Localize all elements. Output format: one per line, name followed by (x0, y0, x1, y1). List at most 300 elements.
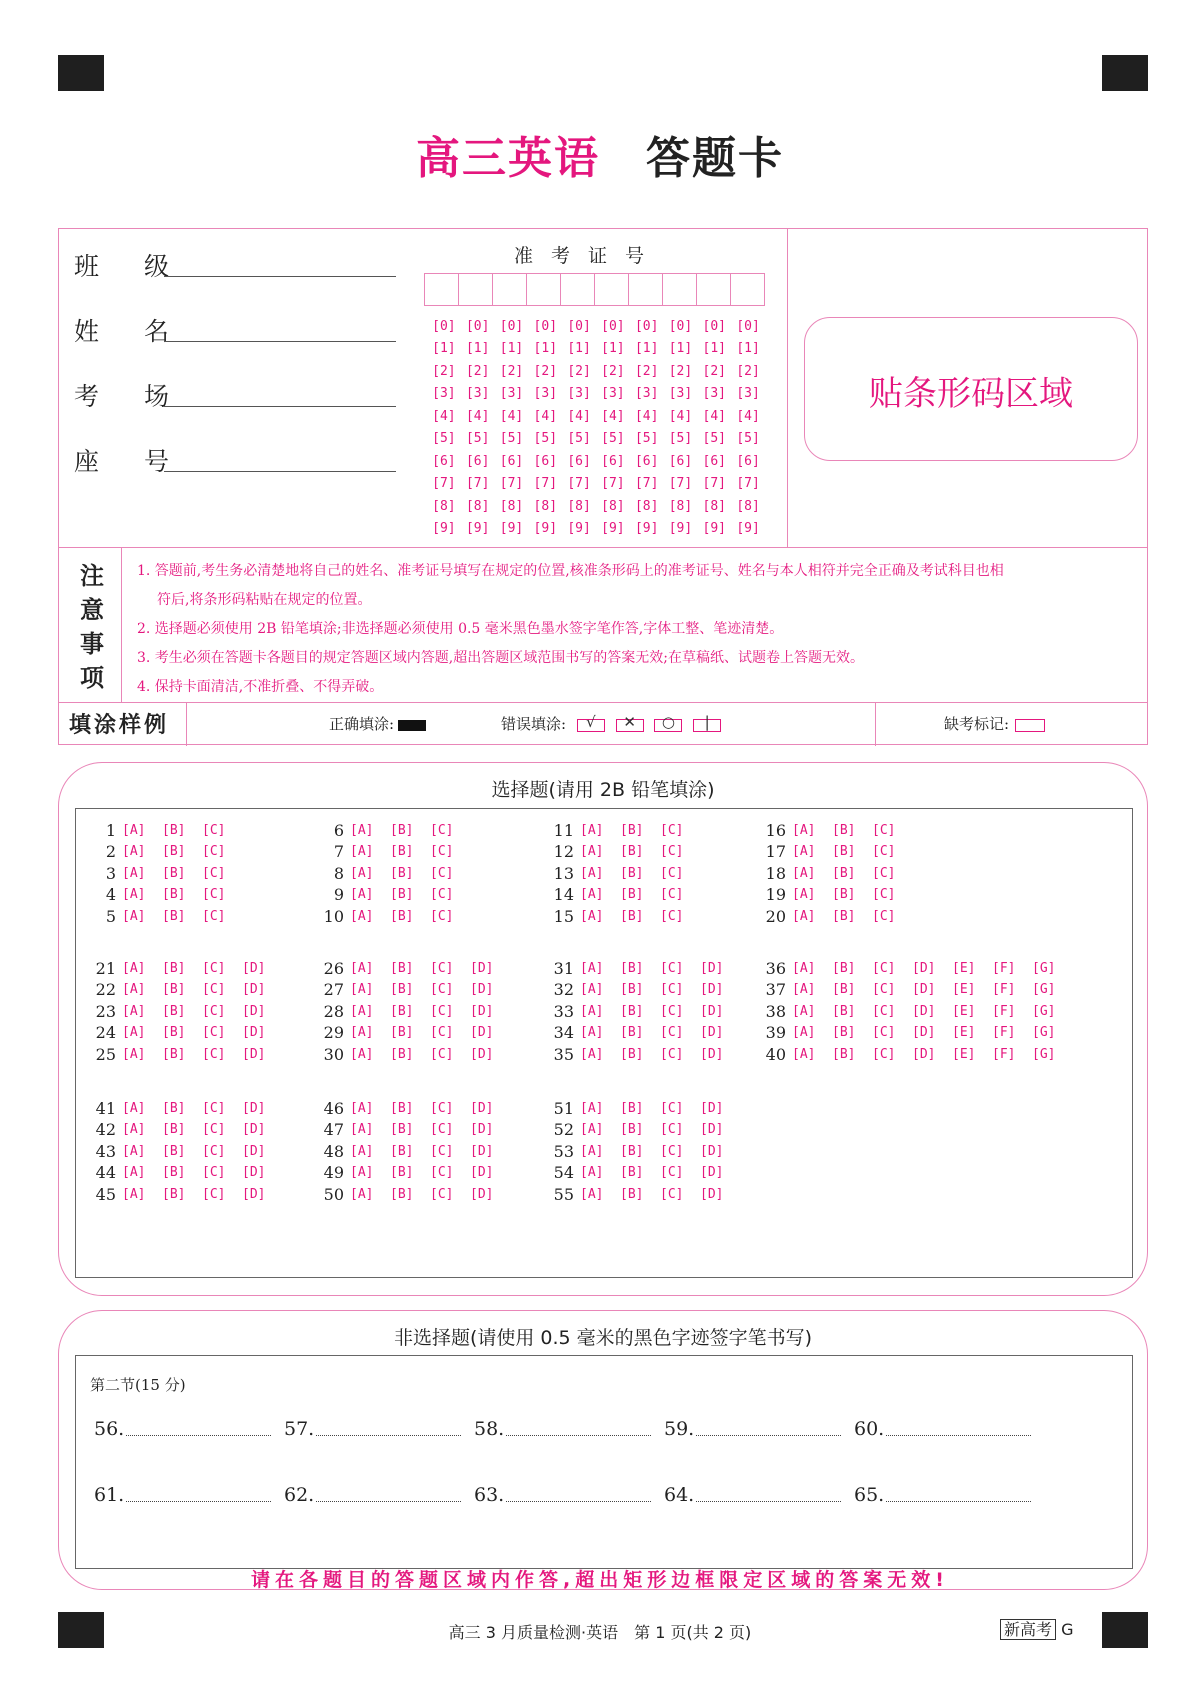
answer-bubble[interactable]: [C] (202, 1046, 226, 1062)
answer-bubble[interactable]: [C] (430, 1186, 454, 1202)
answer-bubble[interactable]: [D] (470, 1046, 494, 1062)
digit-bubble[interactable]: [8] (432, 498, 456, 514)
answer-bubble[interactable]: [A] (350, 982, 374, 997)
answer-bubble[interactable]: [D] (242, 1143, 266, 1159)
digit-bubble[interactable]: [3] (567, 386, 591, 402)
answer-bubble[interactable]: [B] (832, 908, 856, 924)
digit-bubble[interactable]: [4] (499, 408, 524, 424)
answer-bubble[interactable]: [B] (390, 1122, 414, 1137)
answer-bubble[interactable]: [B] (390, 1165, 414, 1180)
answer-bubble[interactable]: [C] (202, 1003, 226, 1019)
answer-bubble[interactable]: [C] (202, 887, 226, 902)
digit-bubble[interactable]: [9] (634, 521, 659, 537)
digit-bubble[interactable]: [8] (736, 498, 760, 514)
digit-bubble[interactable]: [7] (432, 476, 456, 492)
digit-bubble[interactable]: [2] (432, 363, 456, 379)
answer-bubble[interactable]: [C] (660, 865, 684, 881)
blank-line[interactable] (126, 1434, 271, 1436)
digit-bubble[interactable]: [1] (533, 341, 558, 357)
answer-bubble[interactable]: [G] (1032, 960, 1056, 976)
digit-bubble[interactable]: [5] (465, 431, 490, 447)
exam-number-box[interactable] (696, 273, 731, 306)
answer-bubble[interactable]: [A] (580, 908, 604, 924)
answer-bubble[interactable]: [A] (792, 960, 816, 976)
answer-bubble[interactable]: [E] (952, 1025, 976, 1040)
blank-line[interactable] (506, 1500, 651, 1502)
answer-bubble[interactable]: [D] (912, 982, 936, 997)
digit-bubble[interactable]: [0] (702, 318, 727, 334)
answer-bubble[interactable]: [A] (580, 1165, 604, 1180)
answer-bubble[interactable]: [G] (1032, 1003, 1056, 1019)
digit-bubble[interactable]: [6] (499, 453, 524, 469)
room-field[interactable] (74, 377, 179, 413)
digit-bubble[interactable]: [8] (465, 498, 490, 514)
answer-bubble[interactable]: [A] (580, 1143, 604, 1159)
digit-bubble[interactable]: [0] (634, 318, 659, 334)
digit-bubble[interactable]: [1] (668, 341, 693, 357)
answer-bubble[interactable]: [C] (660, 1143, 684, 1159)
answer-bubble[interactable]: [A] (580, 887, 604, 902)
answer-bubble[interactable]: [B] (390, 1186, 414, 1202)
digit-bubble[interactable]: [3] (634, 386, 659, 402)
answer-bubble[interactable]: [B] (620, 982, 644, 997)
answer-bubble[interactable]: [B] (390, 887, 414, 902)
digit-bubble[interactable]: [5] (702, 431, 727, 447)
digit-bubble[interactable]: [2] (533, 363, 558, 379)
answer-bubble[interactable]: [B] (162, 1186, 186, 1202)
answer-bubble[interactable]: [A] (122, 844, 146, 859)
answer-bubble[interactable]: [C] (660, 1186, 684, 1202)
answer-bubble[interactable]: [D] (242, 1165, 266, 1180)
answer-bubble[interactable]: [D] (242, 1003, 266, 1019)
answer-bubble[interactable]: [B] (832, 1003, 856, 1019)
answer-bubble[interactable]: [C] (430, 844, 454, 859)
digit-bubble[interactable]: [3] (533, 386, 558, 402)
answer-bubble[interactable]: [B] (390, 822, 414, 838)
answer-bubble[interactable]: [F] (992, 1046, 1016, 1062)
answer-bubble[interactable]: [C] (872, 865, 896, 881)
answer-bubble[interactable]: [B] (620, 1025, 644, 1040)
answer-bubble[interactable]: [D] (470, 1025, 494, 1040)
answer-bubble[interactable]: [A] (792, 844, 816, 859)
blank-line[interactable] (316, 1500, 461, 1502)
digit-bubble[interactable]: [3] (668, 386, 693, 402)
answer-bubble[interactable]: [A] (792, 865, 816, 881)
answer-bubble[interactable]: [D] (470, 960, 494, 976)
digit-bubble[interactable]: [6] (432, 453, 456, 469)
digit-bubble[interactable]: [1] (432, 341, 456, 357)
answer-bubble[interactable]: [A] (122, 887, 146, 902)
answer-bubble[interactable]: [A] (122, 1122, 146, 1137)
answer-bubble[interactable]: [C] (660, 1100, 684, 1116)
answer-bubble[interactable]: [B] (620, 1100, 644, 1116)
answer-bubble[interactable]: [C] (872, 960, 896, 976)
fill-blank[interactable] (854, 1484, 1031, 1506)
digit-bubble[interactable]: [8] (634, 498, 659, 514)
answer-bubble[interactable]: [C] (660, 887, 684, 902)
digit-bubble[interactable]: [1] (702, 341, 727, 357)
answer-bubble[interactable]: [B] (620, 1165, 644, 1180)
digit-bubble[interactable]: [0] (465, 318, 490, 334)
answer-bubble[interactable]: [A] (580, 1100, 604, 1116)
answer-bubble[interactable]: [D] (470, 982, 494, 997)
answer-bubble[interactable]: [D] (470, 1122, 494, 1137)
answer-bubble[interactable]: [C] (872, 1003, 896, 1019)
answer-bubble[interactable]: [B] (390, 1143, 414, 1159)
answer-bubble[interactable]: [D] (470, 1143, 494, 1159)
answer-bubble[interactable]: [B] (162, 1143, 186, 1159)
answer-bubble[interactable]: [F] (992, 1025, 1016, 1040)
answer-bubble[interactable]: [F] (992, 982, 1016, 997)
digit-bubble[interactable]: [8] (499, 498, 524, 514)
answer-bubble[interactable]: [B] (832, 1025, 856, 1040)
answer-bubble[interactable]: [C] (660, 1025, 684, 1040)
answer-bubble[interactable]: [C] (202, 960, 226, 976)
answer-bubble[interactable]: [C] (430, 822, 454, 838)
answer-bubble[interactable]: [C] (202, 1186, 226, 1202)
digit-bubble[interactable]: [2] (702, 363, 727, 379)
answer-bubble[interactable]: [A] (350, 1003, 374, 1019)
answer-bubble[interactable]: [C] (430, 1003, 454, 1019)
digit-bubble[interactable]: [1] (634, 341, 659, 357)
answer-bubble[interactable]: [B] (162, 1165, 186, 1180)
name-field[interactable] (74, 312, 179, 348)
answer-bubble[interactable]: [C] (660, 844, 684, 859)
fill-blank[interactable] (94, 1484, 271, 1506)
digit-bubble[interactable]: [5] (432, 431, 456, 447)
digit-bubble[interactable]: [4] (533, 408, 558, 424)
digit-bubble[interactable]: [2] (499, 363, 524, 379)
digit-bubble[interactable]: [6] (601, 453, 625, 469)
answer-bubble[interactable]: [C] (202, 982, 226, 997)
digit-bubble[interactable]: [8] (668, 498, 693, 514)
answer-bubble[interactable]: [C] (430, 1100, 454, 1116)
digit-bubble[interactable]: [5] (736, 431, 760, 447)
answer-bubble[interactable]: [D] (242, 982, 266, 997)
digit-bubble[interactable]: [2] (736, 363, 760, 379)
answer-bubble[interactable]: [D] (700, 1003, 724, 1019)
answer-bubble[interactable]: [A] (792, 1003, 816, 1019)
digit-bubble[interactable]: [8] (702, 498, 727, 514)
digit-bubble[interactable]: [2] (567, 363, 591, 379)
answer-bubble[interactable]: [A] (122, 1025, 146, 1040)
digit-bubble[interactable]: [7] (533, 476, 558, 492)
answer-bubble[interactable]: [C] (660, 822, 684, 838)
digit-bubble[interactable]: [4] (668, 408, 693, 424)
answer-bubble[interactable]: [D] (700, 1046, 724, 1062)
digit-bubble[interactable]: [3] (702, 386, 727, 402)
answer-bubble[interactable]: [A] (350, 1122, 374, 1137)
exam-number-box[interactable] (492, 273, 527, 306)
answer-bubble[interactable]: [C] (872, 822, 896, 838)
blank-line[interactable] (886, 1434, 1031, 1436)
digit-bubble[interactable]: [1] (736, 341, 760, 357)
answer-bubble[interactable]: [A] (350, 1165, 374, 1180)
answer-bubble[interactable]: [A] (580, 1046, 604, 1062)
digit-bubble[interactable]: [9] (668, 521, 693, 537)
answer-bubble[interactable]: [B] (162, 908, 186, 924)
answer-bubble[interactable]: [B] (832, 887, 856, 902)
exam-number-box[interactable] (662, 273, 697, 306)
digit-bubble[interactable]: [9] (736, 521, 760, 537)
answer-bubble[interactable]: [C] (202, 1025, 226, 1040)
digit-bubble[interactable]: [7] (465, 476, 490, 492)
answer-bubble[interactable]: [A] (350, 1186, 374, 1202)
exam-number-box[interactable] (560, 273, 595, 306)
digit-bubble[interactable]: [5] (601, 431, 625, 447)
answer-bubble[interactable]: [C] (660, 982, 684, 997)
answer-bubble[interactable]: [D] (700, 1165, 724, 1180)
fill-blank[interactable] (664, 1418, 841, 1440)
fill-blank[interactable] (474, 1484, 651, 1506)
digit-bubble[interactable]: [7] (634, 476, 659, 492)
answer-bubble[interactable]: [D] (912, 1046, 936, 1062)
digit-bubble[interactable]: [9] (567, 521, 591, 537)
absent-mark[interactable] (944, 713, 1045, 734)
answer-bubble[interactable]: [A] (350, 1046, 374, 1062)
answer-bubble[interactable]: [C] (660, 1003, 684, 1019)
digit-bubble[interactable]: [4] (736, 408, 760, 424)
answer-bubble[interactable]: [A] (580, 982, 604, 997)
exam-number-box[interactable] (594, 273, 629, 306)
answer-bubble[interactable]: [C] (430, 887, 454, 902)
answer-bubble[interactable]: [E] (952, 982, 976, 997)
answer-bubble[interactable]: [C] (430, 982, 454, 997)
answer-bubble[interactable]: [B] (390, 1100, 414, 1116)
answer-bubble[interactable]: [A] (122, 865, 146, 881)
fill-blank[interactable] (664, 1484, 841, 1506)
digit-bubble[interactable]: [9] (465, 521, 490, 537)
answer-bubble[interactable]: [C] (202, 1122, 226, 1137)
fill-blank[interactable] (474, 1418, 651, 1440)
answer-bubble[interactable]: [D] (912, 960, 936, 976)
answer-bubble[interactable]: [D] (700, 982, 724, 997)
digit-bubble[interactable]: [1] (567, 341, 591, 357)
answer-bubble[interactable]: [B] (620, 1143, 644, 1159)
answer-bubble[interactable]: [G] (1032, 1046, 1056, 1062)
answer-bubble[interactable]: [C] (872, 908, 896, 924)
answer-bubble[interactable]: [A] (122, 1046, 146, 1062)
digit-bubble[interactable]: [0] (668, 318, 693, 334)
answer-bubble[interactable]: [B] (390, 865, 414, 881)
digit-bubble[interactable]: [6] (668, 453, 693, 469)
answer-bubble[interactable]: [C] (202, 844, 226, 859)
answer-bubble[interactable]: [D] (700, 960, 724, 976)
answer-bubble[interactable]: [D] (470, 1186, 494, 1202)
answer-bubble[interactable]: [B] (390, 960, 414, 976)
digit-bubble[interactable]: [7] (601, 476, 625, 492)
digit-bubble[interactable]: [5] (499, 431, 524, 447)
digit-bubble[interactable]: [7] (702, 476, 727, 492)
digit-bubble[interactable]: [2] (465, 363, 490, 379)
digit-bubble[interactable]: [9] (499, 521, 524, 537)
answer-bubble[interactable]: [C] (430, 1122, 454, 1137)
digit-bubble[interactable]: [3] (736, 386, 760, 402)
fill-blank[interactable] (284, 1418, 461, 1440)
answer-bubble[interactable]: [B] (162, 844, 186, 859)
answer-bubble[interactable]: [C] (430, 960, 454, 976)
answer-bubble[interactable]: [F] (992, 960, 1016, 976)
digit-bubble[interactable]: [6] (634, 453, 659, 469)
answer-bubble[interactable]: [B] (832, 960, 856, 976)
answer-bubble[interactable]: [C] (430, 1046, 454, 1062)
answer-bubble[interactable]: [B] (162, 960, 186, 976)
answer-bubble[interactable]: [C] (660, 1046, 684, 1062)
answer-bubble[interactable]: [D] (242, 1100, 266, 1116)
answer-bubble[interactable]: [D] (912, 1025, 936, 1040)
digit-bubble[interactable]: [0] (533, 318, 558, 334)
blank-line[interactable] (696, 1434, 841, 1436)
answer-bubble[interactable]: [A] (792, 908, 816, 924)
answer-bubble[interactable]: [C] (202, 1100, 226, 1116)
answer-bubble[interactable]: [B] (832, 822, 856, 838)
answer-bubble[interactable]: [C] (202, 908, 226, 924)
digit-bubble[interactable]: [4] (432, 408, 456, 424)
digit-bubble[interactable]: [1] (601, 341, 625, 357)
answer-bubble[interactable]: [D] (242, 1186, 266, 1202)
answer-bubble[interactable]: [F] (992, 1003, 1016, 1019)
answer-bubble[interactable]: [C] (202, 822, 226, 838)
answer-bubble[interactable]: [D] (470, 1165, 494, 1180)
digit-bubble[interactable]: [3] (601, 386, 625, 402)
answer-bubble[interactable]: [D] (700, 1143, 724, 1159)
digit-bubble[interactable]: [2] (668, 363, 693, 379)
digit-bubble[interactable]: [8] (567, 498, 591, 514)
exam-number-boxes[interactable] (424, 273, 764, 306)
digit-bubble[interactable]: [3] (499, 386, 524, 402)
answer-bubble[interactable]: [B] (832, 865, 856, 881)
answer-bubble[interactable]: [B] (390, 908, 414, 924)
answer-bubble[interactable]: [D] (470, 1003, 494, 1019)
answer-bubble[interactable]: [C] (872, 844, 896, 859)
answer-bubble[interactable]: [A] (122, 1003, 146, 1019)
digit-bubble[interactable]: [5] (567, 431, 591, 447)
answer-bubble[interactable]: [A] (122, 1186, 146, 1202)
exam-number-grid[interactable] (427, 315, 765, 540)
digit-bubble[interactable]: [1] (465, 341, 490, 357)
answer-bubble[interactable]: [A] (792, 1046, 816, 1062)
digit-bubble[interactable]: [0] (567, 318, 591, 334)
answer-bubble[interactable]: [B] (620, 960, 644, 976)
answer-bubble[interactable]: [B] (620, 1046, 644, 1062)
digit-bubble[interactable]: [7] (567, 476, 591, 492)
answer-bubble[interactable]: [B] (620, 822, 644, 838)
answer-bubble[interactable]: [C] (660, 908, 684, 924)
answer-bubble[interactable]: [B] (162, 865, 186, 881)
exam-number-box[interactable] (526, 273, 561, 306)
answer-bubble[interactable]: [C] (202, 1143, 226, 1159)
digit-bubble[interactable]: [9] (533, 521, 558, 537)
digit-bubble[interactable]: [0] (601, 318, 625, 334)
answer-bubble[interactable]: [A] (350, 1143, 374, 1159)
answer-bubble[interactable]: [B] (620, 844, 644, 859)
answer-bubble[interactable]: [A] (122, 1143, 146, 1159)
answer-bubble[interactable]: [A] (580, 960, 604, 976)
answer-bubble[interactable]: [A] (122, 908, 146, 924)
exam-number-box[interactable] (730, 273, 765, 306)
digit-bubble[interactable]: [5] (634, 431, 659, 447)
answer-bubble[interactable]: [B] (390, 1025, 414, 1040)
digit-bubble[interactable]: [8] (533, 498, 558, 514)
digit-bubble[interactable]: [9] (601, 521, 625, 537)
blank-line[interactable] (316, 1434, 461, 1436)
answer-bubble[interactable]: [B] (162, 887, 186, 902)
seat-field[interactable] (74, 442, 179, 478)
answer-bubble[interactable]: [B] (620, 887, 644, 902)
answer-bubble[interactable]: [A] (792, 982, 816, 997)
answer-bubble[interactable]: [D] (700, 1122, 724, 1137)
digit-bubble[interactable]: [4] (465, 408, 490, 424)
digit-bubble[interactable]: [9] (702, 521, 727, 537)
answer-bubble[interactable]: [G] (1032, 1025, 1056, 1040)
answer-bubble[interactable]: [B] (162, 982, 186, 997)
answer-bubble[interactable]: [B] (390, 982, 414, 997)
answer-bubble[interactable]: [B] (162, 822, 186, 838)
digit-bubble[interactable]: [6] (736, 453, 760, 469)
blank-line[interactable] (886, 1500, 1031, 1502)
answer-bubble[interactable]: [D] (242, 1025, 266, 1040)
answer-bubble[interactable]: [D] (242, 1122, 266, 1137)
answer-bubble[interactable]: [D] (700, 1186, 724, 1202)
digit-bubble[interactable]: [0] (736, 318, 760, 334)
answer-bubble[interactable]: [A] (580, 844, 604, 859)
fill-blank[interactable] (854, 1418, 1031, 1440)
digit-bubble[interactable]: [0] (432, 318, 456, 334)
digit-bubble[interactable]: [2] (601, 363, 625, 379)
digit-bubble[interactable]: [6] (533, 453, 558, 469)
digit-bubble[interactable]: [0] (499, 318, 524, 334)
answer-bubble[interactable]: [B] (620, 865, 644, 881)
fill-blank[interactable] (94, 1418, 271, 1440)
answer-bubble[interactable]: [A] (122, 960, 146, 976)
digit-bubble[interactable]: [4] (567, 408, 591, 424)
answer-bubble[interactable]: [A] (350, 1025, 374, 1040)
digit-bubble[interactable]: [7] (499, 476, 524, 492)
answer-bubble[interactable]: [C] (430, 908, 454, 924)
answer-bubble[interactable]: [A] (580, 1186, 604, 1202)
digit-bubble[interactable]: [3] (465, 386, 490, 402)
digit-bubble[interactable]: [4] (634, 408, 659, 424)
digit-bubble[interactable]: [1] (499, 341, 524, 357)
answer-bubble[interactable]: [B] (832, 982, 856, 997)
answer-bubble[interactable]: [A] (122, 982, 146, 997)
answer-bubble[interactable]: [C] (872, 887, 896, 902)
answer-bubble[interactable]: [A] (350, 908, 374, 924)
answer-bubble[interactable]: [D] (912, 1003, 936, 1019)
digit-bubble[interactable]: [6] (567, 453, 591, 469)
answer-bubble[interactable]: [B] (620, 1003, 644, 1019)
answer-bubble[interactable]: [B] (162, 1025, 186, 1040)
absent-box[interactable] (1015, 719, 1045, 732)
answer-bubble[interactable]: [C] (430, 1025, 454, 1040)
digit-bubble[interactable]: [2] (634, 363, 659, 379)
answer-bubble[interactable]: [A] (580, 822, 604, 838)
answer-bubble[interactable]: [A] (350, 887, 374, 902)
answer-bubble[interactable]: [C] (872, 1025, 896, 1040)
answer-bubble[interactable]: [D] (242, 960, 266, 976)
answer-bubble[interactable]: [G] (1032, 982, 1056, 997)
answer-bubble[interactable]: [C] (660, 960, 684, 976)
answer-bubble[interactable]: [B] (620, 908, 644, 924)
fill-blank[interactable] (284, 1484, 461, 1506)
digit-bubble[interactable]: [7] (668, 476, 693, 492)
answer-bubble[interactable]: [A] (122, 1100, 146, 1116)
answer-bubble[interactable]: [D] (700, 1100, 724, 1116)
answer-bubble[interactable]: [C] (202, 865, 226, 881)
answer-bubble[interactable]: [A] (580, 1003, 604, 1019)
digit-bubble[interactable]: [6] (465, 453, 490, 469)
exam-number-box[interactable] (424, 273, 459, 306)
